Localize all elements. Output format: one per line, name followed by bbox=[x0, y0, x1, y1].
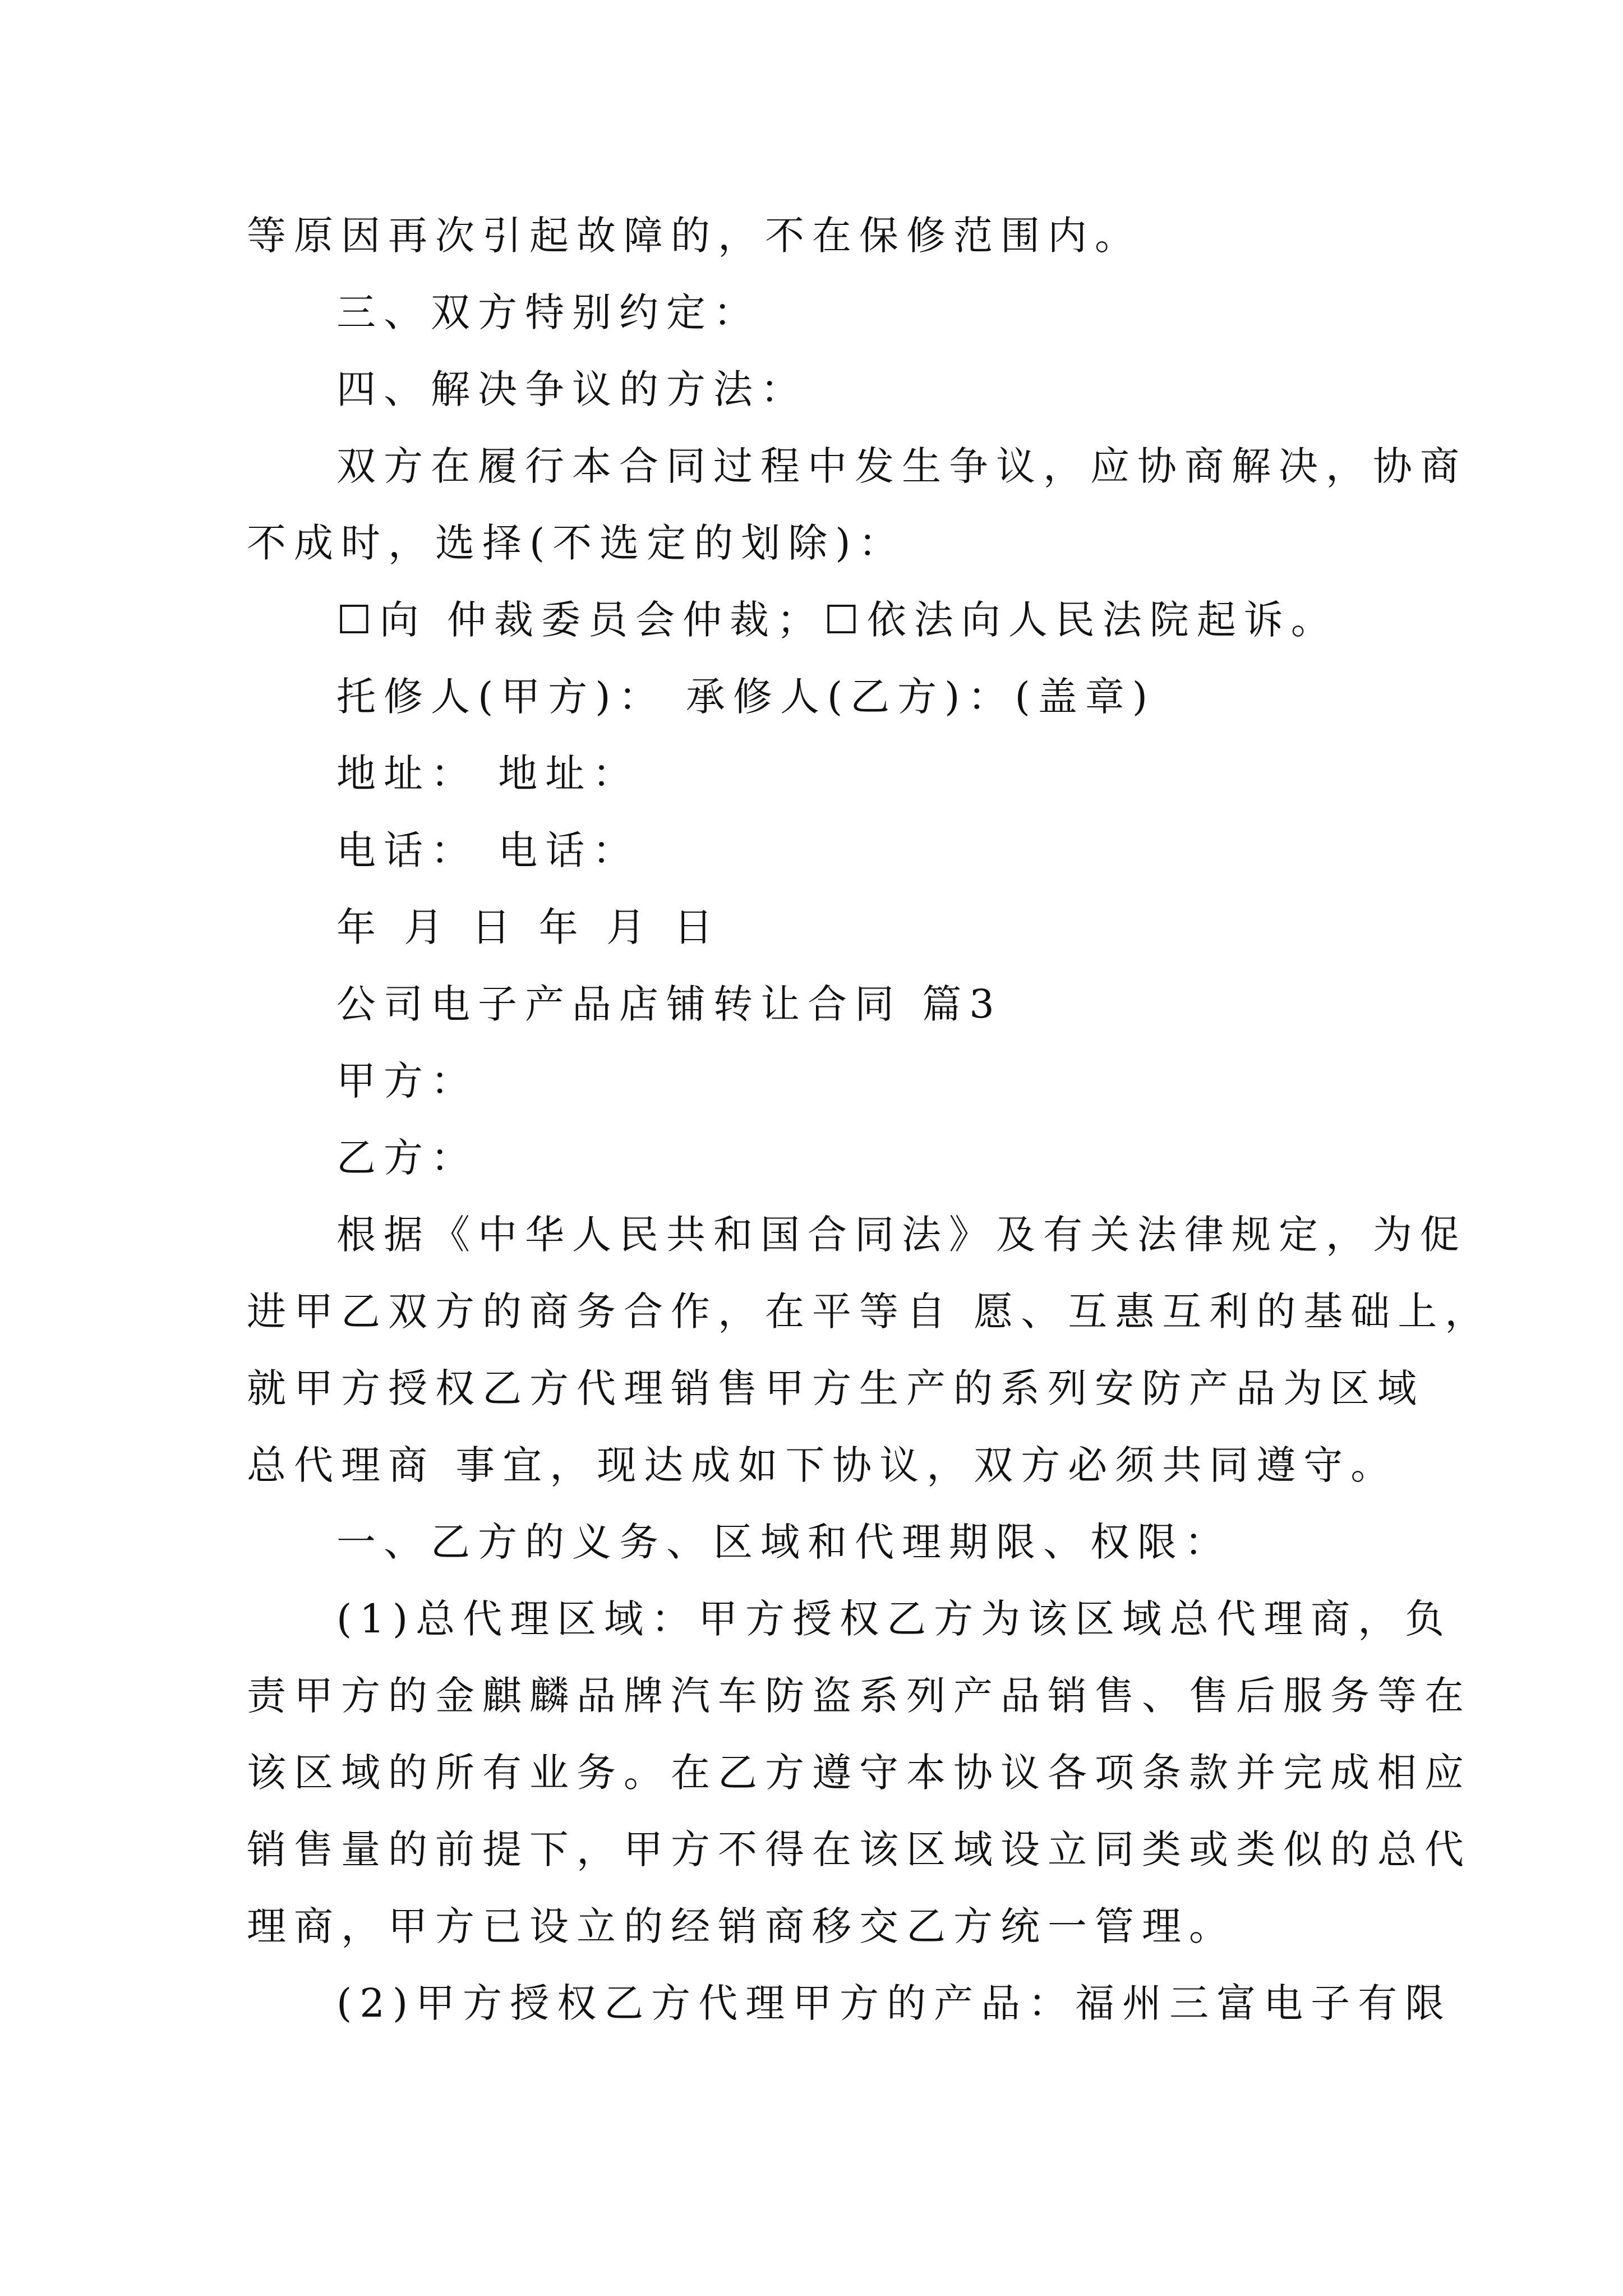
section-heading: 一、乙方的义务、区域和代理期限、权限： bbox=[336, 1519, 1232, 1565]
signature-party-line: 托修人(甲方)： 承修人(乙方)：(盖章) bbox=[336, 674, 1156, 720]
paragraph-line: 理商，甲方已设立的经销商移交乙方统一管理。 bbox=[247, 1903, 1236, 1949]
section-heading: 四、解决争议的方法： bbox=[336, 366, 808, 412]
paragraph-line: 双方在履行本合同过程中发生争议，应协商解决，协商 bbox=[336, 443, 1467, 489]
party-b-line: 乙方： bbox=[336, 1135, 478, 1181]
paragraph-line: 销售量的前提下，甲方不得在该区域设立同类或类似的总代 bbox=[247, 1826, 1472, 1872]
paragraph-line: 根据《中华人民共和国合同法》及有关法律规定，为促 bbox=[336, 1212, 1467, 1258]
paragraph-line: (2)甲方授权乙方代理甲方的产品：福州三富电子有限 bbox=[336, 1980, 1453, 2026]
paragraph-line: 等原因再次引起故障的，不在保修范围内。 bbox=[247, 213, 1142, 259]
paragraph-line: 总代理商 事宜，现达成如下协议，双方必须共同遵守。 bbox=[247, 1442, 1398, 1488]
paragraph-line: 不成时，选择(不选定的划除)： bbox=[247, 520, 906, 566]
paragraph-line: 就甲方授权乙方代理销售甲方生产的系列安防产品为区域 bbox=[247, 1365, 1424, 1411]
contract-title: 公司电子产品店铺转让合同 篇3 bbox=[336, 981, 1002, 1027]
date-line: 年 月 日 年 月 日 bbox=[336, 904, 721, 950]
paragraph-line: (1)总代理区域：甲方授权乙方为该区域总代理商，负 bbox=[336, 1596, 1453, 1642]
paragraph-line: 责甲方的金麒麟品牌汽车防盗系列产品销售、售后服务等在 bbox=[247, 1673, 1472, 1719]
phone-line: 电话： 电话： bbox=[336, 827, 640, 873]
checkbox-options-line: ☐向 仲裁委员会仲裁；☐依法向人民法院起诉。 bbox=[336, 597, 1338, 643]
address-line: 地址： 地址： bbox=[336, 751, 640, 797]
party-a-line: 甲方： bbox=[336, 1058, 478, 1104]
paragraph-line: 该区域的所有业务。在乙方遵守本协议各项条款并完成相应 bbox=[247, 1750, 1472, 1796]
section-heading: 三、双方特别约定： bbox=[336, 289, 760, 335]
paragraph-line: 进甲乙双方的商务合作，在平等自 愿、互惠互利的基础上， bbox=[247, 1289, 1492, 1335]
